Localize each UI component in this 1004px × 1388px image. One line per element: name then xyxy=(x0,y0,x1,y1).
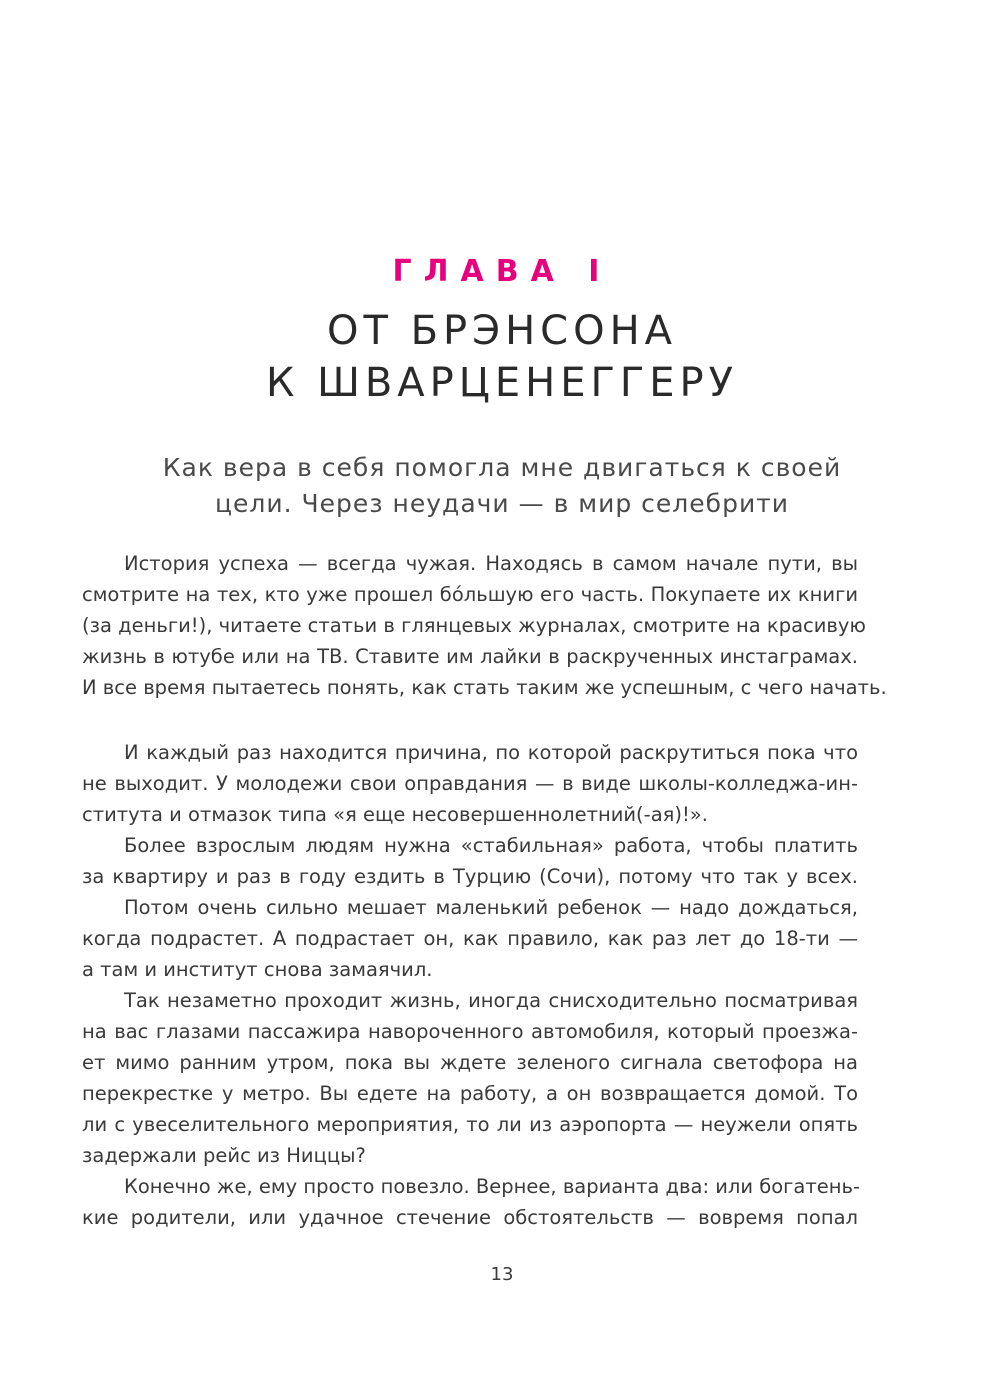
paragraph-1-line: смотрите на тех, кто уже прошел бóльшую его часть. Покупаете их книги xyxy=(82,583,858,606)
chapter-label: ГЛАВА I xyxy=(392,254,612,289)
chapter-title-line-1: ОТ БРЭНСОНА xyxy=(326,308,678,354)
paragraph-5-line: Так незаметно проходит жизнь, иногда снисходительно посматривая xyxy=(124,989,858,1012)
paragraph-1-line: История успеха — всегда чужая. Находясь в самом начале пути, вы xyxy=(124,552,858,575)
subtitle-line-1: Как вера в себя помогла мне двигаться к своей xyxy=(162,453,842,482)
body-block-1 xyxy=(82,548,887,703)
paragraph-2-line: не выходит. У молодежи свои оправдания — в виде школы-колледжа-ин- xyxy=(82,772,858,795)
chapter-title xyxy=(0,305,1004,409)
paragraph-6-line: Конечно же, ему просто повезло. Вернее, варианта два: или богатень- xyxy=(124,1175,861,1198)
body-block-2 xyxy=(82,737,861,1233)
paragraph-1-line: жизнь в ютубе или на ТВ. Ставите им лайки в раскрученных инстаграмах. xyxy=(82,645,858,668)
paragraph-5-line: на вас глазами пассажира навороченного автомобиля, который проезжа- xyxy=(82,1020,858,1043)
chapter-subtitle xyxy=(80,450,924,522)
paragraph-1-line: И все время пытаетесь понять, как стать таким же успешным, с чего начать. xyxy=(82,676,887,699)
paragraph-5-line: ет мимо ранним утром, пока вы ждете зеленого сигнала светофора на xyxy=(82,1051,858,1074)
chapter-title-line-2: К ШВАРЦЕНЕГГЕРУ xyxy=(265,360,739,406)
paragraph-2-line: ститута и отмазок типа «я еще несовершеннолетний(-ая)!». xyxy=(82,803,708,826)
subtitle-line-2: цели. Через неудачи — в мир селебрити xyxy=(215,489,789,518)
paragraph-4-line: Потом очень сильно мешает маленький ребенок — надо дождаться, xyxy=(124,896,858,919)
paragraph-3-line: за квартиру и раз в году ездить в Турцию (Сочи), потому что так у всех. xyxy=(82,865,858,888)
paragraph-5-line: ли с увеселительного мероприятия, то ли из аэропорта — неужели опять xyxy=(82,1113,858,1136)
page-number: 13 xyxy=(490,1264,514,1285)
paragraph-6-line: кие родители, или удачное стечение обстоятельств — вовремя попал xyxy=(82,1206,858,1229)
paragraph-2-line: И каждый раз находится причина, по которой раскрутиться пока что xyxy=(124,741,858,764)
paragraph-3-line: Более взрослым людям нужна «стабильная» работа, чтобы платить xyxy=(124,834,858,857)
paragraph-5-line: перекрестке у метро. Вы едете на работу, а он возвращается домой. То xyxy=(82,1082,858,1105)
paragraph-4-line: а там и институт снова замаячил. xyxy=(82,958,433,981)
paragraph-1-line: (за деньги!), читаете статьи в глянцевых журналах, смотрите на красивую xyxy=(82,614,866,637)
paragraph-5-line: задержали рейс из Ниццы? xyxy=(82,1144,366,1167)
paragraph-4-line: когда подрастет. А подрастает он, как правило, как раз лет до 18-ти — xyxy=(82,927,858,950)
